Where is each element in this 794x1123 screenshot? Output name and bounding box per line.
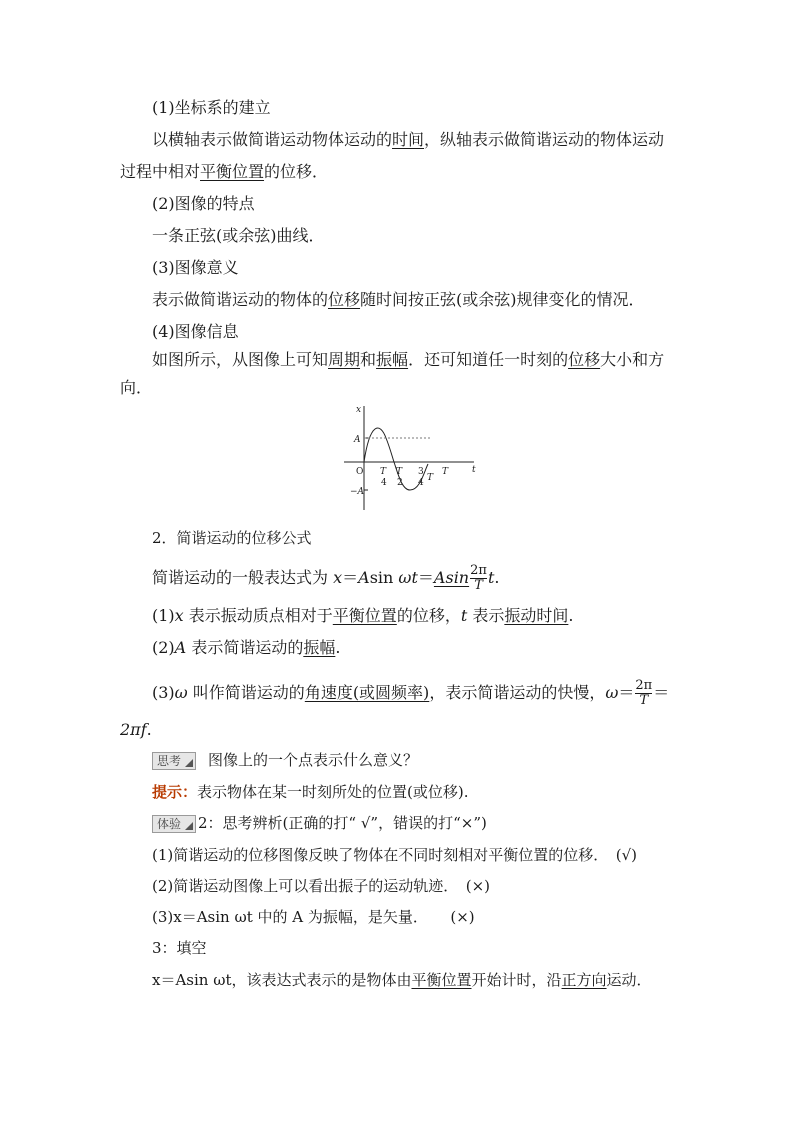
y-pos-label: A [354,435,361,445]
item-omega-meaning: (3)ω 叫作简谐运动的角速度(或圆频率)，表示简谐运动的快慢，ω＝ $\frac{2\pi}{T}$ ＝ [152,678,670,708]
origin-label: O [356,467,364,477]
fraction-2pi-over-T: $\frac{2\pi}{T}$ [470,563,487,593]
think-tag: 思考 [152,752,196,770]
formula-general: 简谐运动的一般表达式为 x＝Asin ωt＝Asin $\frac{2\pi}{T}$ t. [152,563,500,593]
fill-blank-answer: x＝Asin ωt，该表达式表示的是物体由平衡位置开始计时，沿正方向运动． [152,971,652,989]
tick-T-full: T [442,467,449,477]
y-neg-label: −A [350,487,365,497]
paragraph-graph-shape: 一条正弦(或余弦)曲线． [152,226,325,245]
tick-T-half-num: T [396,467,403,477]
practice-q3: 3：填空 [152,939,207,957]
y-axis-label: x [356,405,362,415]
paragraph-graph-info-line1: 如图所示，从图像上可知周期和振幅．还可知道任一时刻的位移大小和方 [152,350,665,369]
statement-1: (1)简谐运动的位移图像反映了物体在不同时刻相对平衡位置的位移． (√) [152,846,638,864]
practice-q2: 体验 2：思考辨析(正确的打“ √”，错误的打“×”) [152,813,487,833]
statement-3: (3)x＝Asin ωt 中的 A 为振幅，是矢量． (×) [152,908,475,926]
heading-graph-meaning: (3)图像意义 [152,258,239,277]
paragraph-axes-line1: 以横轴表示做简谐运动物体运动的时间，纵轴表示做简谐运动的物体运动 [152,130,665,149]
paragraph-axes-line2: 过程中相对平衡位置的位移． [120,162,329,181]
heading-coordinate-system: (1)坐标系的建立 [152,98,271,117]
section2-title: 2．简谐运动的位移公式 [152,529,312,547]
tick-3quarter-den: 4 [418,478,424,488]
tick-3quarter-T: T [427,473,434,483]
item-omega-cont: 2πf. [120,720,152,739]
tick-3quarter-num: 3 [418,467,424,477]
think-hint: 提示：表示物体在某一时刻所处的位置(或位移). [152,783,469,801]
item-A-meaning: (2)A 表示简谐运动的振幅. [152,638,341,657]
fraction-omega: $\frac{2\pi}{T}$ [635,678,653,708]
tick-T-quarter-den: 4 [381,478,387,488]
paragraph-graph-meaning: 表示做简谐运动的物体的位移随时间按正弦(或余弦)规律变化的情况． [152,290,645,309]
statement-2: (2)简谐运动图像上可以看出振子的运动轨迹． (×) [152,877,491,895]
heading-graph-info: (4)图像信息 [152,322,239,341]
paragraph-graph-info-line2: 向． [120,378,153,397]
tick-T-quarter-num: T [380,467,387,477]
item-x-meaning: (1)x 表示振动质点相对于平衡位置的位移，t 表示振动时间. [152,606,574,625]
x-axis-label: t [472,465,476,475]
think-question: 思考 图像上的一个点表示什么意义？ [152,750,418,770]
tick-T-half-den: 2 [397,478,403,488]
hint-label: 提示： [152,783,198,801]
heading-graph-features: (2)图像的特点 [152,194,255,213]
practice-tag: 体验 [152,815,196,833]
sine-wave-figure [340,402,480,514]
